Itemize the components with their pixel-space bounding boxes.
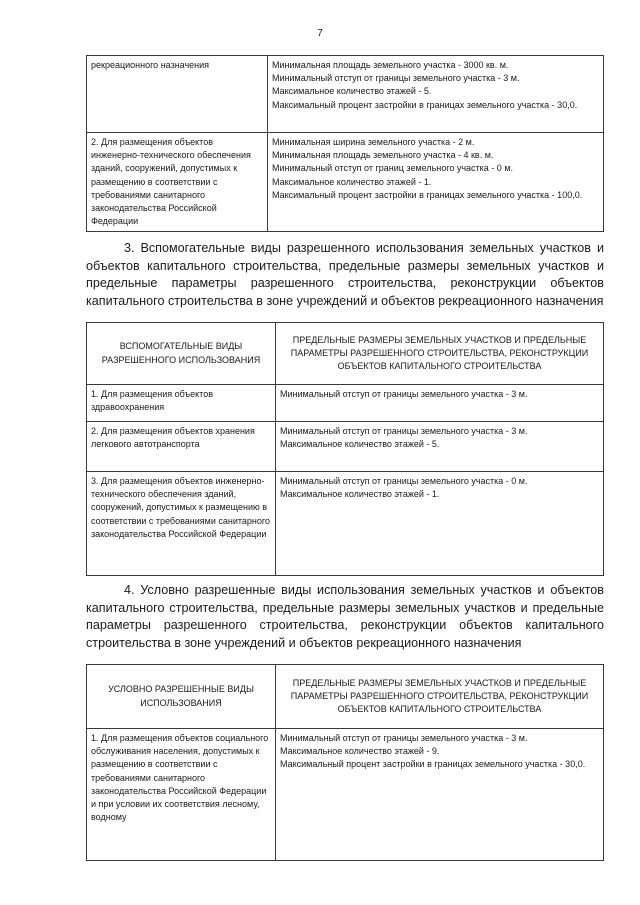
section-4-heading-text: 4. Условно разрешенные виды использования земельных участков и объектов капитального строительства, предельные размеры земельных участков и предельные параметры разрешенного строительства, реконструкции объектов капитального строительства в зоне учреждений и объектов рекреационного назначения (86, 583, 604, 650)
parameter-line: Максимальный процент застройки в границах земельного участка - 100,0. (272, 189, 583, 200)
parameters-cell (276, 385, 604, 422)
parameter-line: Минимальный отступ от границы земельного участка - 3 м. (280, 733, 528, 743)
parameters-cell (268, 56, 604, 133)
section-3-heading (86, 240, 604, 310)
parameter-line: Максимальный процент застройки в границах земельного участка - 30,0. (280, 759, 586, 770)
parameter-line: Минимальный отступ от границы земельного участка - 3 м. (280, 426, 528, 436)
conditional-uses-table (86, 664, 604, 861)
parameter-line: Максимальный процент застройки в границах земельного участка - 30,0. (272, 99, 578, 110)
column-header-use-types: УСЛОВНО РАЗРЕШЕННЫЕ ВИДЫ ИСПОЛЬЗОВАНИЯ (87, 665, 276, 729)
use-type-cell: 1. Для размещения объектов социального обслуживания населения, допустимых к размещению в соответствии с требованиями санитарного законодательства Российской Федерации и при условии их соответствия лесному, водному (87, 729, 276, 861)
use-type-cell: 2. Для размещения объектов инженерно-технического обеспечения зданий, сооружений, допустимых к размещению в соответствии с требованиями санитарного законодательства Российской Федерации (87, 133, 268, 232)
column-header-parameters: ПРЕДЕЛЬНЫЕ РАЗМЕРЫ ЗЕМЕЛЬНЫХ УЧАСТКОВ И ПРЕДЕЛЬНЫЕ ПАРАМЕТРЫ РАЗРЕШЕННОГО СТРОИТЕЛЬСТВА, РЕКОНСТРУКЦИИ ОБЪЕКТОВ КАПИТАЛЬНОГО СТРОИТЕЛЬСТВА (276, 665, 604, 729)
auxiliary-uses-table (86, 322, 604, 576)
parameter-line: Максимальное количество этажей - 1. (272, 176, 432, 187)
table-row (87, 472, 604, 576)
parameter-line: Максимальное количество этажей - 9. (280, 746, 440, 757)
table-row (87, 385, 604, 422)
table-header-row (87, 665, 604, 729)
parameter-line: Максимальное количество этажей - 5. (280, 439, 440, 450)
page-number: 7 (317, 28, 323, 39)
use-type-cell: 2. Для размещения объектов хранения легкового автотранспорта (87, 422, 276, 472)
parameter-line: Минимальная площадь земельного участка - 4 кв. м. (272, 150, 494, 161)
main-uses-table-continuation (86, 55, 604, 232)
parameter-line: Минимальный отступ от границ земельного участка - 0 м. (272, 163, 514, 174)
parameter-line: Минимальный отступ от границы земельного участка - 3 м. (272, 73, 520, 84)
section-3-heading-text: 3. Вспомогательные виды разрешенного использования земельных участков и объектов капитального строительства, предельные размеры земельных участков и предельные параметры разрешенного строительства, реконструкции объектов капитального строительства в зоне учреждений и объектов рекреационного назначения (86, 241, 604, 308)
use-type-cell: рекреационного назначения (87, 56, 268, 133)
parameter-line: Минимальная ширина земельного участка - 2 м. (272, 137, 475, 147)
column-header-use-types: ВСПОМОГАТЕЛЬНЫЕ ВИДЫ РАЗРЕШЕННОГО ИСПОЛЬЗОВАНИЯ (87, 323, 276, 385)
parameter-line: Минимальный отступ от границы земельного участка - 0 м. (280, 476, 528, 486)
use-type-cell: 1. Для размещения объектов здравоохранения (87, 385, 276, 422)
parameter-line: Максимальное количество этажей - 5. (272, 86, 432, 97)
table-header-row (87, 323, 604, 385)
parameters-cell (276, 729, 604, 861)
table-row (87, 729, 604, 861)
use-type-cell: 3. Для размещения объектов инженерно-технического обеспечения зданий, сооружений, допустимых к размещению в соответствии с требованиями санитарного законодательства Российской Федерации (87, 472, 276, 576)
parameters-cell (276, 472, 604, 576)
table-row (87, 56, 604, 133)
table-row (87, 133, 604, 232)
parameter-line: Минимальная площадь земельного участка - 3000 кв. м. (272, 60, 509, 70)
parameter-line: Максимальное количество этажей - 1. (280, 489, 440, 500)
parameter-line: Минимальный отступ от границы земельного участка - 3 м. (280, 389, 528, 399)
column-header-parameters: ПРЕДЕЛЬНЫЕ РАЗМЕРЫ ЗЕМЕЛЬНЫХ УЧАСТКОВ И ПРЕДЕЛЬНЫЕ ПАРАМЕТРЫ РАЗРЕШЕННОГО СТРОИТЕЛЬСТВА, РЕКОНСТРУКЦИИ ОБЪЕКТОВ КАПИТАЛЬНОГО СТРОИТЕЛЬСТВА (276, 323, 604, 385)
table-row (87, 422, 604, 472)
section-4-heading (86, 582, 604, 652)
parameters-cell (268, 133, 604, 232)
parameters-cell (276, 422, 604, 472)
